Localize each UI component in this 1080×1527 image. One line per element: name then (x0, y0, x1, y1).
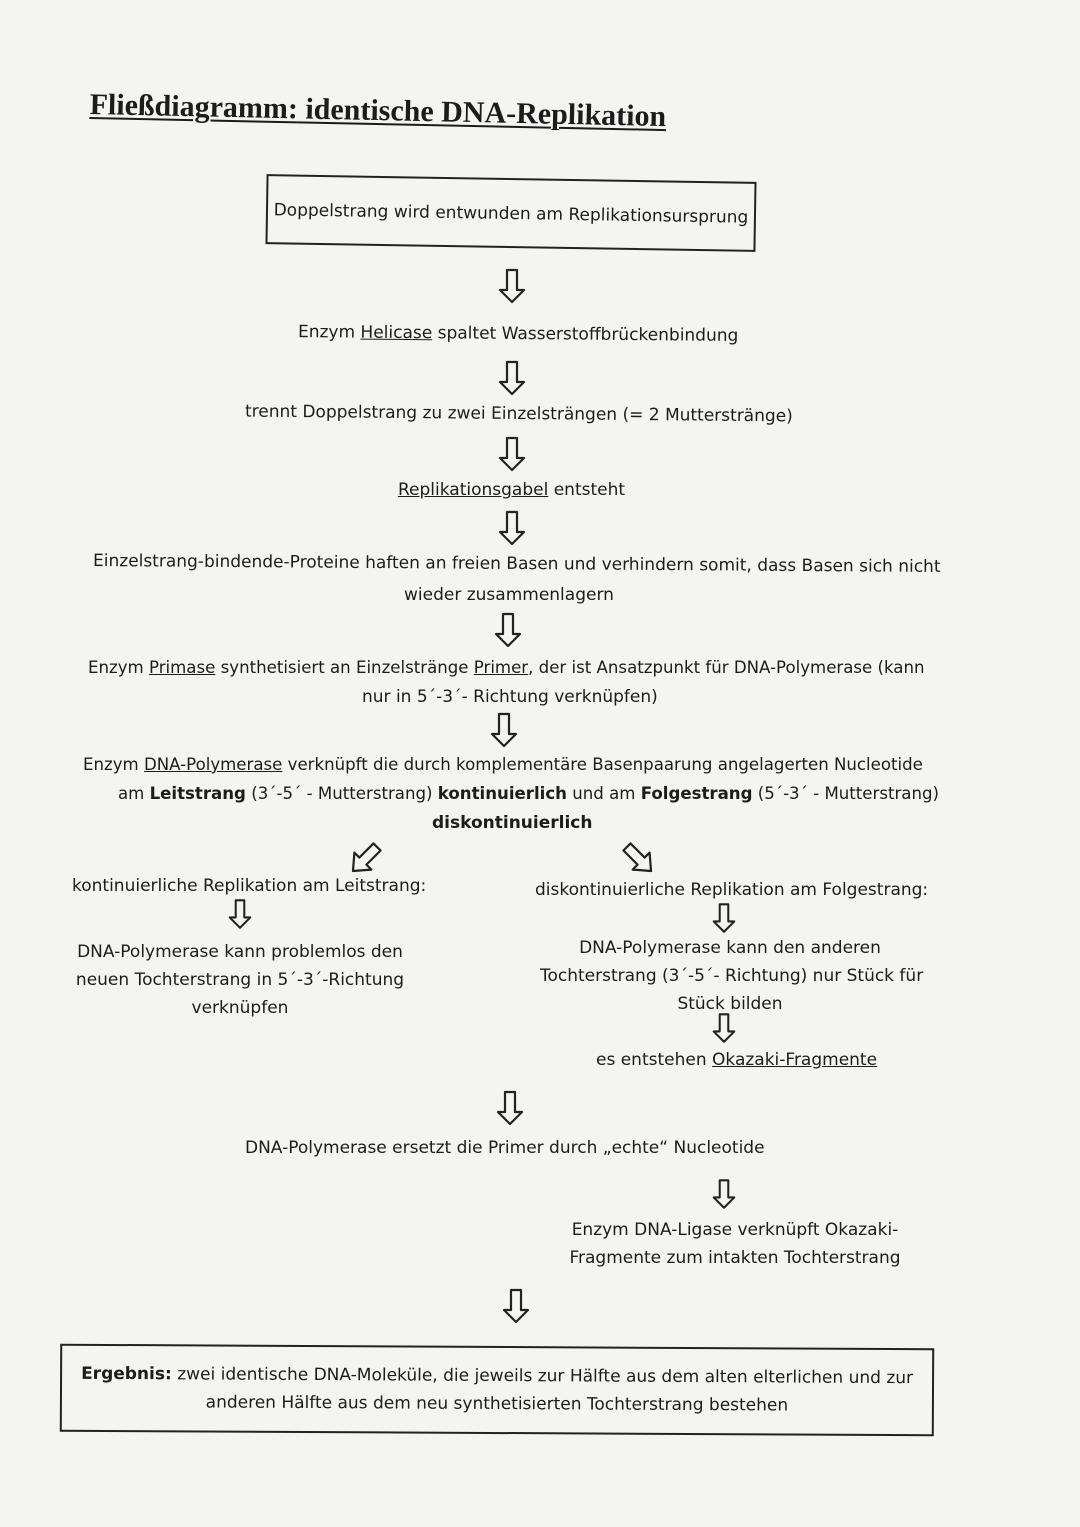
primase-prefix: Enzym (88, 658, 149, 677)
step-text-polymerase-line1 (83, 751, 923, 779)
step-text-separation: trennt Doppelstrang zu zwei Einzelsträngen (= 2 Mutterstränge) (244, 401, 793, 427)
fork-term: Replikationsgabel (398, 480, 549, 500)
polymerase-suffix: verknüpft die durch komplementäre Basenpaarung angelagerten Nucleotide (282, 755, 923, 774)
step-text-ssb-line2: wieder zusammenlagern (404, 585, 614, 605)
result-label: Ergebnis: (81, 1363, 172, 1385)
left-branch-text (72, 938, 408, 1022)
down-arrow-icon (494, 612, 522, 648)
result-line2: anderen Hälfte aus dem neu synthetisierten Tochterstrang bestehen (205, 1392, 789, 1416)
down-arrow-icon (712, 1178, 736, 1210)
right-branch-line1: DNA-Polymerase kann den anderen (579, 938, 881, 958)
title-part1: Fließdiagramm: (89, 88, 299, 126)
down-arrow-icon (498, 436, 526, 472)
result-box (60, 1344, 934, 1437)
down-arrow-icon (490, 712, 518, 748)
down-arrow-icon (712, 902, 736, 934)
poly-l2-c: (3´-5´ - Mutterstrang) (245, 784, 438, 803)
down-arrow-icon (712, 1012, 736, 1044)
down-arrow-icon (496, 1090, 524, 1126)
page-title (89, 88, 690, 135)
okazaki-prefix: es entstehen (596, 1050, 713, 1070)
okazaki-term: Okazaki-Fragmente (712, 1050, 878, 1070)
down-arrow-icon (502, 1288, 530, 1324)
primase-mid: synthetisiert an Einzelstränge (215, 658, 474, 677)
right-branch-text (540, 934, 924, 1018)
step-text-helicase (298, 318, 739, 350)
step-text-unwinding: Doppelstrang wird entwunden am Replikationsursprung (273, 200, 749, 228)
step-text-primase-line2: nur in 5´-3´- Richtung verknüpfen) (362, 687, 658, 707)
ligase-line1: Enzym DNA-Ligase verknüpft Okazaki- (571, 1220, 899, 1240)
poly-l2-a: am (118, 784, 150, 803)
primase-term: Primase (148, 658, 216, 677)
helicase-term: Helicase (360, 322, 433, 344)
left-branch-line1: DNA-Polymerase kann problemlos den (77, 942, 403, 962)
poly-l2-g: (5´-3´ - Mutterstrang) (752, 784, 939, 803)
down-arrow-icon (498, 360, 526, 396)
fork-suffix: entsteht (548, 480, 626, 500)
right-branch-line3: Stück bilden (677, 994, 783, 1014)
folgestrang-term: Folgestrang (640, 784, 753, 803)
leitstrang-term: Leitstrang (149, 784, 246, 803)
step-text-polymerase-line3 (432, 809, 592, 837)
down-arrow-icon (498, 510, 526, 546)
helicase-prefix: Enzym (297, 322, 361, 343)
primer-replacement-text: DNA-Polymerase ersetzt die Primer durch „echte“ Nucleotide (245, 1138, 765, 1158)
hollow-down-right-arrow-icon (618, 838, 660, 880)
polymerase-prefix: Enzym (83, 755, 144, 774)
title-part2: identische DNA-Replikation (297, 92, 667, 134)
primer-term: Primer (473, 658, 529, 677)
result-text-1: zwei identische DNA-Moleküle, die jeweils zur Hälfte aus dem alten elterlichen und zur (171, 1364, 914, 1389)
step-box-start (265, 174, 756, 252)
polymerase-term: DNA-Polymerase (143, 755, 283, 774)
left-branch-heading: kontinuierliche Replikation am Leitstrang: (72, 876, 427, 896)
left-branch-line3: verknüpfen (191, 998, 289, 1018)
diskontinuierlich-term: diskontinuierlich (432, 813, 593, 833)
left-branch-line2: neuen Tochterstrang in 5´-3´-Richtung (75, 970, 405, 990)
right-branch-line2: Tochterstrang (3´-5´- Richtung) nur Stück für (540, 966, 924, 986)
ligase-text (560, 1216, 910, 1272)
down-arrow-icon (498, 268, 526, 304)
result-line1 (62, 1360, 932, 1393)
poly-l2-e: und am (566, 784, 641, 803)
step-text-primase-line1 (88, 654, 925, 682)
step-text-polymerase-line2 (118, 780, 939, 808)
step-text-fork (398, 476, 625, 504)
helicase-suffix: spaltet Wasserstoffbrückenbindung (432, 323, 739, 346)
kontinuierlich-term: kontinuierlich (437, 784, 567, 803)
primase-suffix: , der ist Ansatzpunkt für DNA-Polymerase (kann (528, 658, 925, 677)
ligase-line2: Fragmente zum intakten Tochterstrang (569, 1248, 901, 1268)
step-text-ssb-line1: Einzelstrang-bindende-Proteine haften an freien Basen und verhindern somit, dass Basen sich nicht (92, 551, 941, 577)
okazaki-text (596, 1046, 877, 1074)
right-branch-heading: diskontinuierliche Replikation am Folgestrang: (535, 880, 929, 900)
down-arrow-icon (228, 898, 252, 930)
